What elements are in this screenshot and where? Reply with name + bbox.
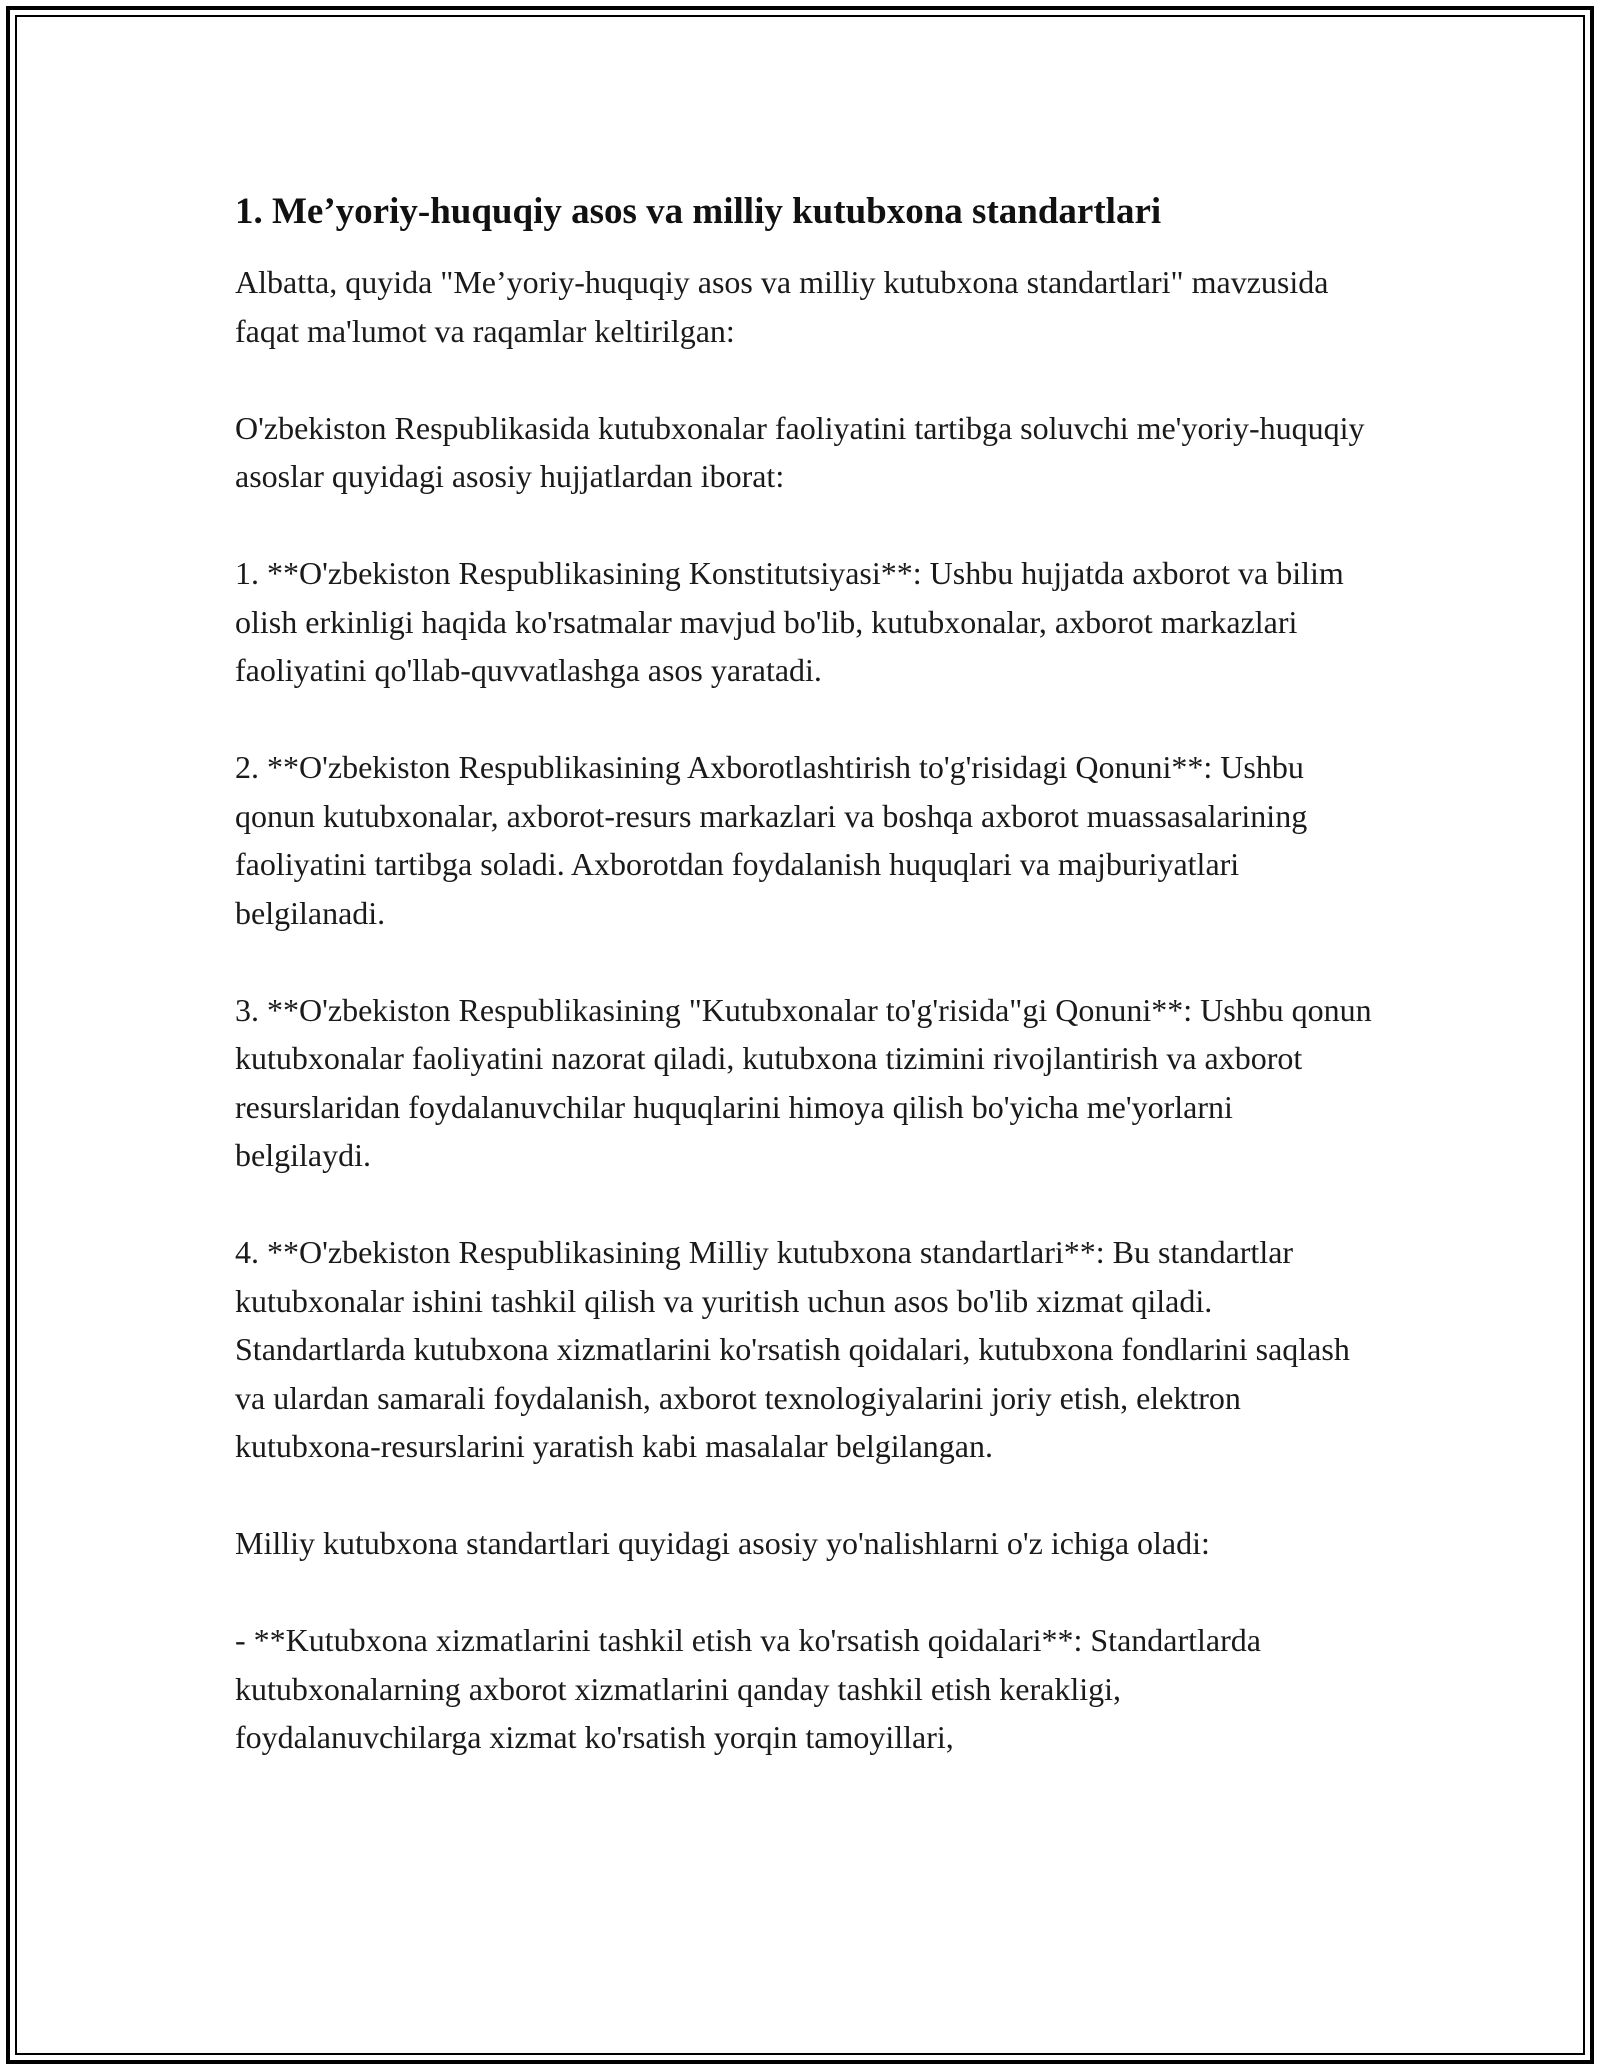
paragraph-standards-intro: Milliy kutubxona standartlari quyidagi asosiy yo'nalishlarni o'z ichiga oladi: <box>235 1525 1210 1561</box>
paragraph-item-1: 1. **O'zbekiston Respublikasining Konstitutsiyasi**: Ushbu hujjatda axborot va bilim olish erkinligi haqida ko'rsatmalar mavjud bo'lib, kutubxonalar, axborot markazlari faoliyatini qo'llab-quvvatlashga asos yaratadi. <box>235 555 1344 688</box>
document-body <box>235 186 1375 1810</box>
paragraph-overview: O'zbekiston Respublikasida kutubxonalar faoliyatini tartibga soluvchi me'yoriy-huquqiy asoslar quyidagi asosiy hujjatlardan iborat: <box>235 409 1365 494</box>
paragraph-item-4: 4. **O'zbekiston Respublikasining Milliy kutubxona standartlari**: Bu standartlar kutubxonalar ishini tashkil qilish va yuritish uchun asos bo'lib xizmat qiladi. Standartlarda kutubxona xizmatlarini ko'rsatish qoidalari, kutubxona fondlarini saqlash va ulardan samarali foydalanish, axborot texnologiyalarini joriy etish, elektron kutubxona-resurslarini yaratish kabi masalalar belgilangan. <box>235 1234 1350 1464</box>
paragraph-item-3: 3. **O'zbekiston Respublikasining "Kutubxonalar to'g'risida"gi Qonuni**: Ushbu qonun kutubxonalar faoliyatini nazorat qiladi, kutubxona tizimini rivojlantirish va axborot resurslaridan foydalanuvchilar huquqlarini himoya qilish bo'yicha me'yorlarni belgilaydi. <box>235 991 1372 1173</box>
paragraph-bullet-1: - **Kutubxona xizmatlarini tashkil etish va ko'rsatish qoidalari**: Standartlarda kutubxonalarning axborot xizmatlarini qanday tashkil etish kerakligi, foydalanuvchilarga xizmat ko'rsatish yorqin tamoyillari, <box>235 1622 1261 1755</box>
document-title: 1. Me’yoriy-huquqiy asos va milliy kutubxona standartlari <box>235 191 1162 232</box>
paragraph-intro: Albatta, quyida "Me’yoriy-huquqiy asos va milliy kutubxona standartlari" mavzusida faqat ma'lumot va raqamlar keltirilgan: <box>235 264 1329 349</box>
paragraph-item-2: 2. **O'zbekiston Respublikasining Axborotlashtirish to'g'risidagi Qonuni**: Ushbu qonun kutubxonalar, axborot-resurs markazlari va boshqa axborot muassasalarining faoliyatini tartibga soladi. Axborotdan foydalanish huquqlari va majburiyatlari belgilanadi. <box>235 749 1308 931</box>
